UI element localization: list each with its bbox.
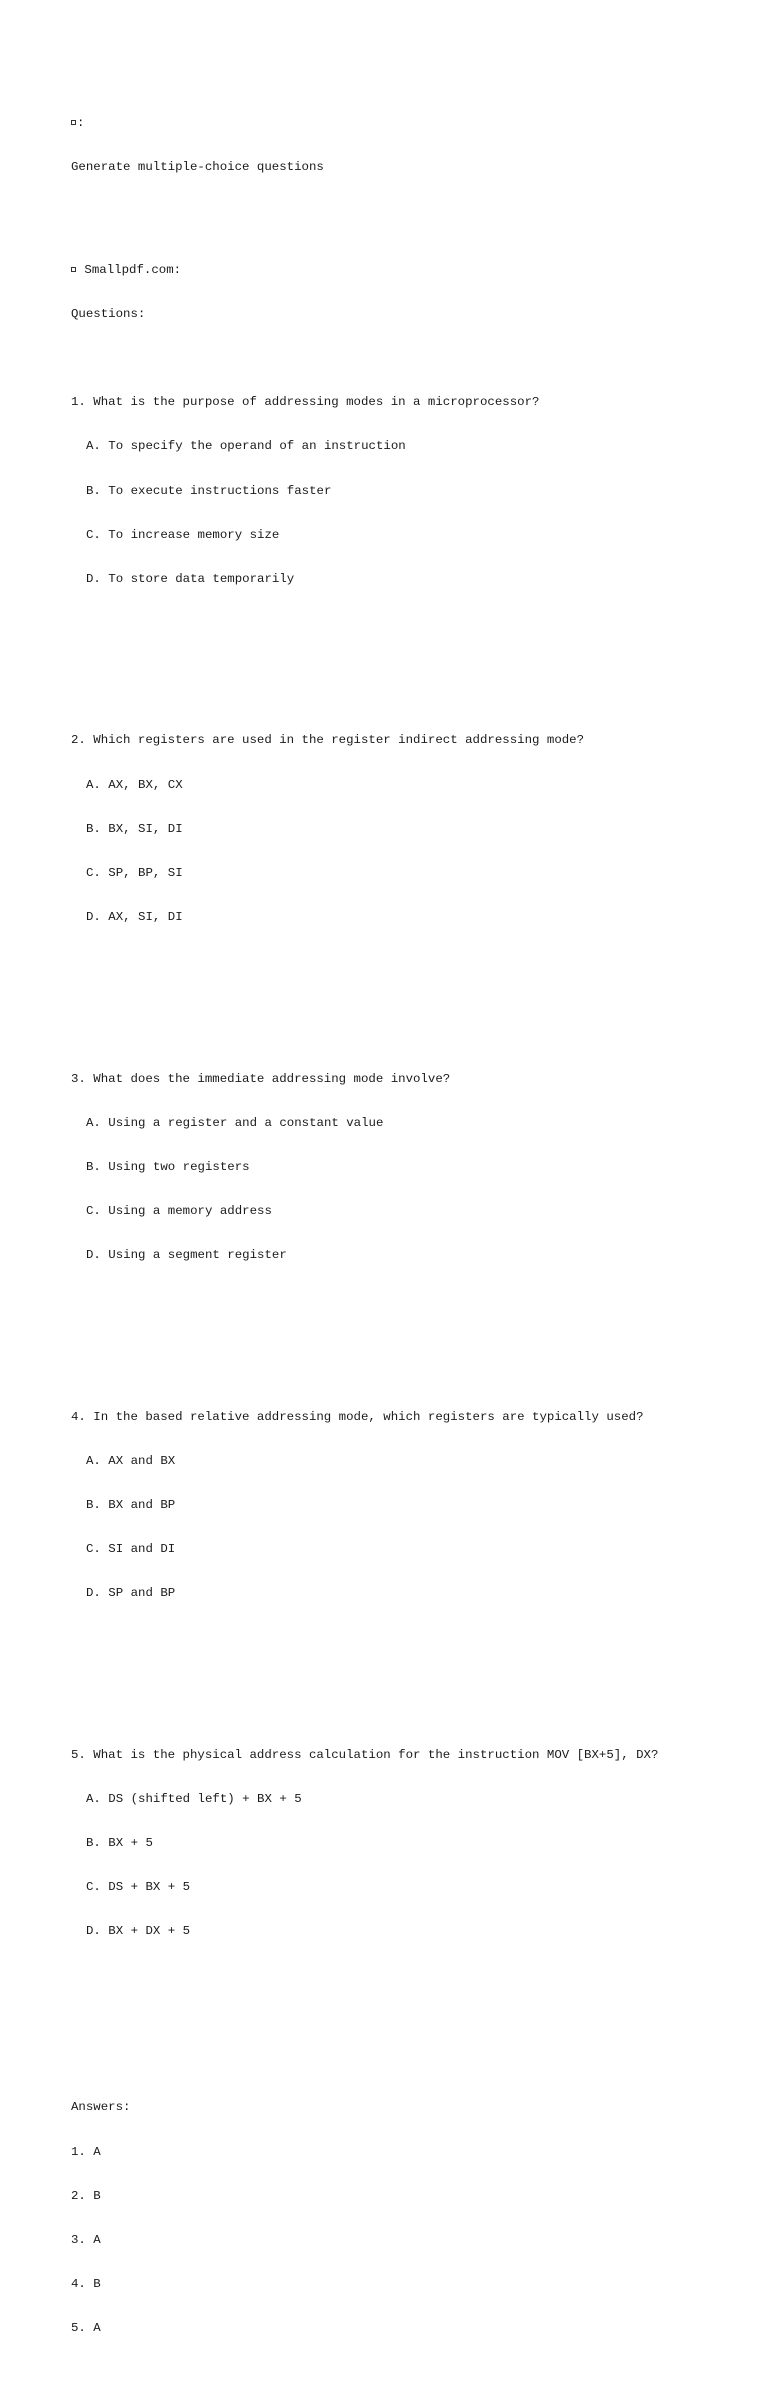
answer-item: 2. B [71,2188,101,2203]
small-square-icon [71,267,76,272]
question-option: A. Using a register and a constant value [86,1115,384,1130]
question-option: B. Using two registers [86,1159,250,1174]
question-option: C. DS + BX + 5 [86,1879,191,1894]
question-option: D. SP and BP [86,1586,176,1600]
answer-item: 5. A [71,2320,101,2335]
spacer [71,983,751,998]
question-option: A. DS (shifted left) + BX + 5 [86,1791,302,1806]
question-option: B. BX + 5 [86,1835,153,1850]
question-block-3 [71,1042,751,1292]
answer-item: 4. B [71,2276,101,2291]
question-option: C. SP, BP, SI [86,865,183,880]
question-option: C. SI and DI [86,1541,176,1556]
question-option: B. To execute instructions faster [86,483,332,498]
spacer [71,645,751,660]
question-option: A. AX, BX, CX [86,777,183,792]
question-block-4 [71,1380,751,1630]
question-option: B. BX, SI, DI [86,821,183,836]
question-option: C. Using a memory address [86,1203,272,1218]
spacer [71,1321,751,1336]
small-square-icon [71,120,76,125]
spacer [71,1660,751,1675]
question-option: D. Using a segment register [86,1247,287,1262]
question-option: A. To specify the operand of an instruction [86,439,406,454]
prompt-text: Generate multiple-choice questions [71,160,324,175]
prompt-header [71,116,751,131]
question-option: D. To store data temporarily [86,571,295,586]
document-page [71,72,751,2394]
question-block-2 [71,704,751,954]
question-text: 2. Which registers are used in the register indirect addressing mode? [71,733,585,748]
question-option: C. To increase memory size [86,527,280,542]
question-option: B. BX and BP [86,1497,176,1512]
answer-item: 3. A [71,2232,101,2247]
questions-heading: Questions: [71,307,146,322]
answers-heading: Answers: [71,2100,131,2115]
answer-item: 1. A [71,2144,101,2159]
question-block-1 [71,366,751,616]
source-header [71,263,751,278]
spacer [71,204,751,219]
question-text: 3. What does the immediate addressing mode involve? [71,1071,451,1086]
prompt-header-suffix: : [77,116,85,131]
question-option: D. AX, SI, DI [86,909,183,924]
question-option: D. BX + DX + 5 [86,1924,191,1939]
source-header-label: Smallpdf.com: [77,263,182,278]
question-option: A. AX and BX [86,1453,176,1468]
question-text: 4. In the based relative addressing mode, which registers are typically used? [71,1409,644,1424]
question-text: 1. What is the purpose of addressing modes in a microprocessor? [71,395,540,410]
question-text: 5. What is the physical address calculation for the instruction MOV [BX+5], DX? [71,1747,659,1762]
question-block-5 [71,1718,751,1968]
answers-block [71,2071,751,2365]
spacer [71,1998,751,2027]
